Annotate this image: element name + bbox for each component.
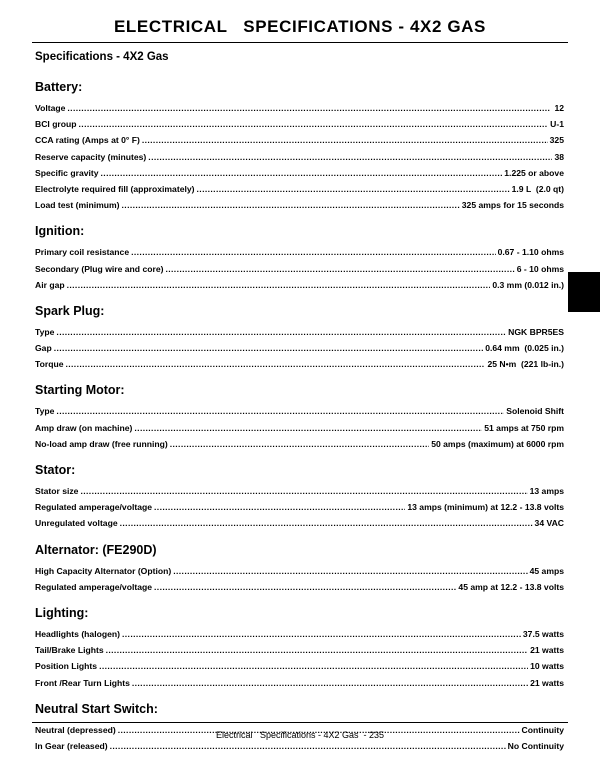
dot-leader: [79, 116, 549, 132]
spec-value: 6 - 10 ohms: [516, 263, 564, 274]
spec-row: [35, 403, 564, 419]
spec-label: High Capacity Alternator (Option): [35, 565, 172, 576]
spec-label: BCI group: [35, 119, 77, 130]
spec-label: Load test (minimum): [35, 200, 120, 211]
spec-row: [35, 642, 564, 658]
section-title: Stator:: [35, 463, 76, 477]
spec-label: Air gap: [35, 279, 65, 290]
spec-value: 45 amp at 12.2 - 13.8 volts: [458, 581, 564, 592]
spec-value: 51 amps at 750 rpm: [484, 422, 564, 433]
spec-label: No-load amp draw (free running): [35, 438, 168, 449]
spec-row: [35, 675, 564, 691]
spec-section: [35, 537, 564, 595]
spec-label: Primary coil resistance: [35, 247, 130, 258]
dot-leader: [56, 403, 504, 419]
spec-label: Amp draw (on machine): [35, 422, 133, 433]
spec-value: 10 watts: [530, 661, 564, 672]
spec-value: 38: [554, 151, 564, 162]
section-title: Neutral Start Switch:: [35, 701, 158, 716]
page-title: ELECTRICAL SPECIFICATIONS - 4X2 GAS: [113, 17, 486, 36]
spec-value: U-1: [550, 119, 564, 130]
section-title: Battery:: [35, 80, 83, 94]
spec-section: [35, 377, 564, 452]
spec-label: Type: [35, 406, 55, 417]
spec-value: 325: [549, 135, 564, 146]
spec-label: In Gear (released): [35, 740, 108, 751]
spec-value: 25 N•m (221 lb-in.): [487, 359, 564, 370]
dot-leader: [165, 261, 514, 277]
spec-value: 325 amps for 15 seconds: [461, 200, 564, 211]
spec-value: 12: [554, 103, 564, 113]
spec-row: [35, 149, 564, 165]
spec-row: [35, 244, 564, 260]
spec-value: 1.9 L (2.0 qt): [511, 183, 564, 194]
spec-row: [35, 420, 564, 436]
dot-leader: [132, 675, 528, 691]
spec-label: Regulated amperage/voltage: [35, 581, 153, 592]
spec-value: Continuity: [521, 724, 564, 735]
dot-leader: [99, 658, 528, 674]
spec-value: 21 watts: [530, 677, 564, 688]
bottom-rule: [32, 722, 568, 723]
dot-leader: [154, 579, 456, 595]
spec-value: 0.67 - 1.10 ohms: [497, 247, 564, 258]
spec-row: [35, 116, 564, 132]
spec-row: [35, 132, 564, 148]
spec-label: Headlights (halogen): [35, 628, 120, 639]
dot-leader: [122, 197, 460, 213]
spec-label: Tail/Brake Lights: [35, 645, 104, 656]
spec-value: 1.225 or above: [504, 167, 564, 178]
dot-leader: [80, 483, 527, 499]
spec-label: Front /Rear Turn Lights: [35, 677, 130, 688]
section-title: Lighting:: [35, 605, 89, 620]
section-title: Alternator: (FE290D): [35, 542, 157, 557]
spec-value: 13 amps (minimum) at 12.2 - 13.8 volts: [407, 502, 564, 513]
spec-value: No Continuity: [507, 740, 564, 751]
dot-leader: [67, 277, 491, 293]
dot-leader: [106, 642, 528, 658]
spec-label: Regulated amperage/voltage: [35, 502, 153, 513]
spec-label: Secondary (Plug wire and core): [35, 263, 164, 274]
dot-leader: [154, 499, 405, 515]
spec-row: [35, 499, 564, 515]
spec-row: [35, 563, 564, 579]
specifications-content: [35, 72, 564, 754]
spec-row: [35, 436, 564, 452]
dot-leader: [148, 149, 552, 165]
spec-label: Voltage: [35, 103, 66, 113]
spec-label: Reserve capacity (minutes): [35, 151, 147, 162]
spec-row: [35, 261, 564, 277]
dot-leader: [54, 340, 483, 356]
spec-value: 13 amps: [529, 486, 564, 496]
dot-leader: [56, 324, 506, 340]
spec-label: Gap: [35, 343, 52, 354]
spec-row: [35, 197, 564, 213]
spec-value: NGK BPR5ES: [508, 326, 564, 337]
spec-label: Position Lights: [35, 661, 98, 672]
spec-label: Specific gravity: [35, 167, 99, 178]
spec-section: [35, 600, 564, 691]
spec-value: 0.64 mm (0.025 in.): [485, 343, 564, 354]
spec-row: [35, 277, 564, 293]
spec-label: Stator size: [35, 486, 79, 496]
spec-value: Solenoid Shift: [506, 406, 564, 417]
spec-label: Torque: [35, 359, 64, 370]
spec-row: [35, 324, 564, 340]
dot-leader: [122, 626, 521, 642]
spec-row: [35, 340, 564, 356]
spec-row: [35, 483, 564, 499]
spec-row: [35, 515, 564, 531]
page-footer: Electrical Specifications - 4X2 Gas - 235: [215, 730, 385, 740]
spec-label: Electrolyte required fill (approximately): [35, 183, 195, 194]
spec-section: [35, 218, 564, 293]
spec-value: 50 amps (maximum) at 6000 rpm: [431, 438, 564, 449]
dot-leader: [197, 181, 510, 197]
spec-value: 37.5 watts: [522, 628, 564, 639]
spec-value: 0.3 mm (0.012 in.): [492, 279, 564, 290]
dot-leader: [120, 515, 533, 531]
spec-row: [35, 579, 564, 595]
dot-leader: [110, 738, 506, 754]
spec-row: [35, 181, 564, 197]
spec-row: [35, 626, 564, 642]
spec-section: [35, 457, 564, 532]
dot-leader: [173, 563, 527, 579]
section-title: Ignition:: [35, 224, 85, 239]
section-title: Starting Motor:: [35, 383, 125, 398]
section-tab-marker: [568, 272, 600, 312]
section-title: Spark Plug:: [35, 303, 105, 318]
spec-label: Unregulated voltage: [35, 518, 118, 529]
spec-row: [35, 658, 564, 674]
spec-value: 45 amps: [529, 565, 564, 576]
spec-label: Type: [35, 326, 55, 337]
dot-leader: [170, 436, 429, 452]
spec-row: [35, 100, 564, 116]
dot-leader: [65, 356, 485, 372]
dot-leader: [131, 244, 495, 260]
spec-section: [35, 74, 564, 213]
spec-section: [35, 298, 564, 373]
spec-row: [35, 165, 564, 181]
page-subtitle: Specifications - 4X2 Gas: [35, 51, 169, 63]
spec-value: 21 watts: [530, 645, 564, 656]
spec-row: [35, 356, 564, 372]
spec-label: Neutral (depressed): [35, 724, 116, 735]
spec-section: [35, 696, 564, 754]
dot-leader: [142, 132, 548, 148]
spec-label: CCA rating (Amps at 0° F): [35, 135, 140, 146]
top-rule: [32, 42, 568, 43]
dot-leader: [67, 100, 552, 116]
dot-leader: [134, 420, 482, 436]
spec-value: 34 VAC: [534, 518, 564, 529]
dot-leader: [101, 165, 503, 181]
spec-row: [35, 738, 564, 754]
